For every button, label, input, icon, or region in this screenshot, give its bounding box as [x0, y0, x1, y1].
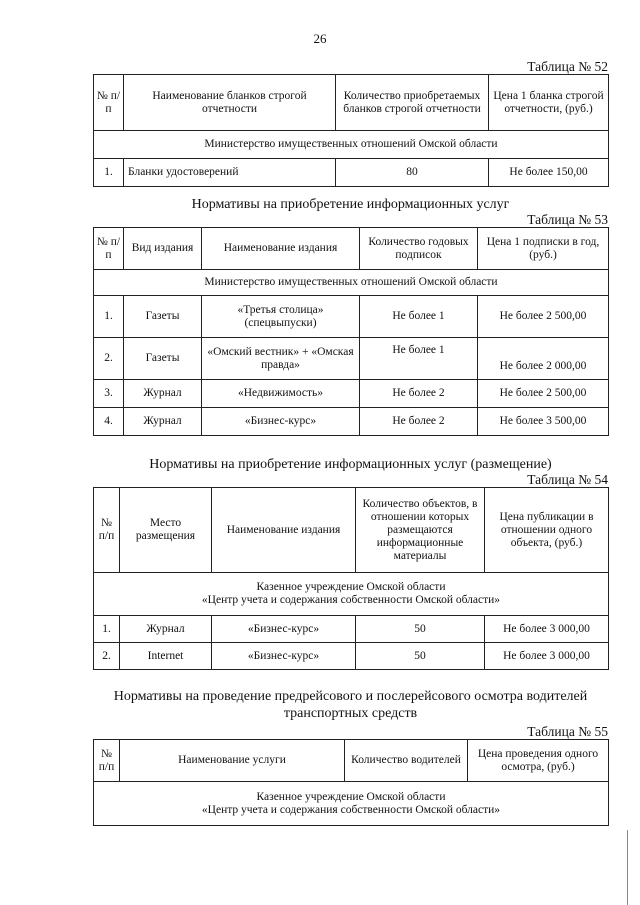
header-cell: № п/п: [94, 228, 124, 270]
header-cell: Наименование услуги: [120, 740, 345, 782]
table-cell: 2.: [94, 643, 120, 670]
table-row: [94, 616, 609, 643]
page-number: 26: [313, 31, 327, 46]
table-row: [94, 296, 609, 338]
table-cell: 50: [356, 616, 485, 643]
section-cell: Министерство имущественных отношений Омской области: [94, 270, 609, 296]
table-cell: 80: [336, 159, 489, 187]
table-cell: «Недвижимость»: [202, 380, 360, 408]
table-cell: Не более 3 000,00: [485, 643, 609, 670]
table-row: [94, 380, 609, 408]
header-row: [94, 75, 609, 131]
header-row: [94, 740, 609, 782]
section-heading: Нормативы на приобретение информационных услуг (размещение): [149, 457, 552, 472]
table-53-block: [93, 196, 608, 436]
table-cell: 3.: [94, 380, 124, 408]
table-cell: Бланки удостоверений: [124, 159, 336, 187]
header-cell: Количество приобретаемых бланков строгой отчетности: [336, 75, 489, 131]
header-row: [94, 228, 609, 270]
header-cell: Цена 1 бланка строгой отчетности, (руб.): [489, 75, 609, 131]
header-row: [94, 488, 609, 573]
table-row: [94, 338, 609, 380]
table-row: [94, 408, 609, 436]
table-cell: Не более 2 000,00: [478, 338, 609, 380]
table-row: [94, 159, 609, 187]
table-cell: «Бизнес-курс»: [202, 408, 360, 436]
section-row: [94, 573, 609, 616]
table-caption: Таблица № 54: [527, 472, 608, 487]
header-cell: Цена публикации в отношении одного объекта, (руб.): [485, 488, 609, 573]
table-cell: 1.: [94, 296, 124, 338]
table-cell: Не более 2 500,00: [478, 380, 609, 408]
header-cell: № п/п: [94, 488, 120, 573]
section-row: [94, 131, 609, 159]
table-52: [93, 74, 609, 187]
table-54-block: [93, 456, 608, 670]
header-cell: Количество водителей: [345, 740, 468, 782]
header-cell: Наименование издания: [202, 228, 360, 270]
table-cell: Не более 2 500,00: [478, 296, 609, 338]
table-cell: Не более 150,00: [489, 159, 609, 187]
section-line: Казенное учреждение Омской области: [256, 581, 446, 593]
header-cell: Место размещения: [120, 488, 212, 573]
table-cell: Не более 1: [360, 338, 478, 380]
section-heading: Нормативы на приобретение информационных услуг: [191, 197, 510, 212]
scan-edge-line: [627, 830, 628, 905]
table-cell: Журнал: [124, 380, 202, 408]
header-cell: Цена 1 подписки в год, (руб.): [478, 228, 609, 270]
table-cell: Журнал: [120, 616, 212, 643]
header-cell: № п/п: [94, 75, 124, 131]
section-line: «Центр учета и содержания собственности Омской области»: [201, 594, 501, 606]
section-row: [94, 270, 609, 296]
table-cell: 4.: [94, 408, 124, 436]
table-caption: Таблица № 55: [527, 724, 608, 739]
table-cell: Internet: [120, 643, 212, 670]
table-cell: Газеты: [124, 338, 202, 380]
header-cell: Цена проведения одного осмотра, (руб.): [468, 740, 609, 782]
table-cell: 1.: [94, 159, 124, 187]
table-cell: 2.: [94, 338, 124, 380]
section-row: [94, 782, 609, 826]
header-cell: Вид издания: [124, 228, 202, 270]
section-cell: Министерство имущественных отношений Омской области: [94, 131, 609, 159]
table-cell: «Омский вестник» + «Омская правда»: [202, 338, 360, 380]
table-cell: «Третья столица» (спецвыпуски): [202, 296, 360, 338]
table-cell: Не более 3 500,00: [478, 408, 609, 436]
table-caption: Таблица № 53: [527, 212, 608, 227]
table-cell: Не более 2: [360, 408, 478, 436]
table-cell: «Бизнес-курс»: [212, 643, 356, 670]
header-cell: Наименование бланков строгой отчетности: [124, 75, 336, 131]
table-cell: 1.: [94, 616, 120, 643]
section-cell: [94, 782, 609, 826]
table-52-block: [93, 60, 608, 187]
table-cell: Не более 1: [360, 296, 478, 338]
table-cell: Журнал: [124, 408, 202, 436]
table-cell: 50: [356, 643, 485, 670]
table-cell: «Бизнес-курс»: [212, 616, 356, 643]
section-line: «Центр учета и содержания собственности Омской области»: [201, 803, 501, 816]
table-cell: Не более 3 000,00: [485, 616, 609, 643]
section-heading: Нормативы на проведение предрейсового и послерейсового осмотра водителей: [113, 689, 588, 704]
header-cell: Количество годовых подписок: [360, 228, 478, 270]
table-cell: Не более 2: [360, 380, 478, 408]
section-heading: транспортных средств: [283, 706, 418, 721]
section-line: Казенное учреждение Омской области: [256, 790, 446, 803]
table-55-block: [93, 688, 608, 826]
table-55: [93, 739, 609, 826]
header-cell: Наименование издания: [212, 488, 356, 573]
table-54: [93, 487, 609, 670]
header-cell: № п/п: [94, 740, 120, 782]
table-53: [93, 227, 609, 436]
table-cell: Газеты: [124, 296, 202, 338]
header-cell: Количество объектов, в отношении которых размещаются информационные материалы: [356, 488, 485, 573]
table-row: [94, 643, 609, 670]
section-cell: [94, 573, 609, 616]
table-caption: Таблица № 52: [527, 59, 608, 74]
